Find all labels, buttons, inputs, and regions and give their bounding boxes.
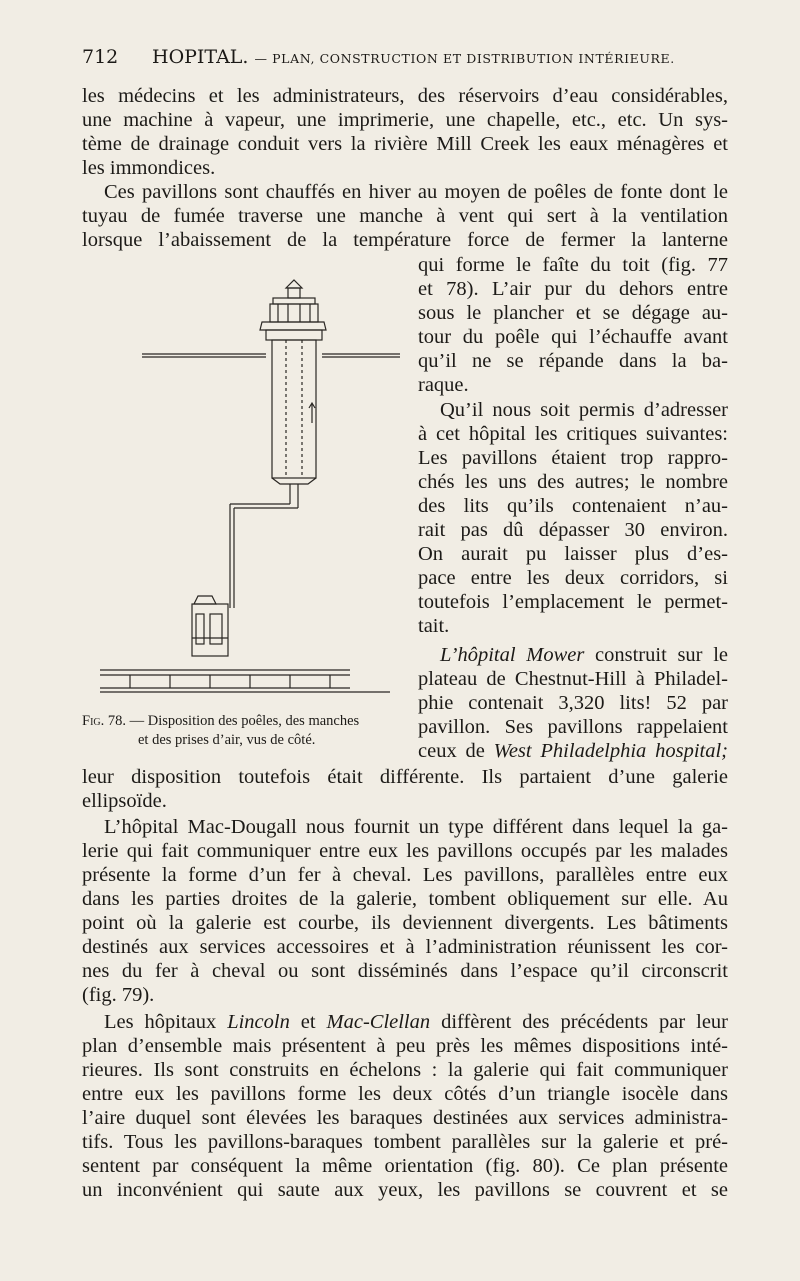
text-line: (fig. 79). (82, 984, 155, 1006)
column-line: phie contenait 3,320 lits! 52 par (418, 692, 728, 714)
text-line: Les hôpitaux Lincoln et Mac-Clellan diffèrent des précédents par leur (104, 1011, 729, 1033)
column-line: tour du poêle qui l’échauffe avant (418, 326, 728, 348)
text-line: tuyau de fumée traverse une manche à vent qui sert à la ventilation (82, 205, 728, 227)
text-line: plan d’ensemble mais présentent à peu près les mêmes dispositions inté- (82, 1035, 728, 1057)
text-line: une machine à vapeur, une imprimerie, une chapelle, etc., etc. Un sys- (82, 109, 728, 131)
column-line: toutefois l’emplacement le permet- (418, 591, 728, 613)
text-line: un inconvénient qui saute aux yeux, les pavillons se couvrent et se (82, 1179, 728, 1201)
text-line: entre eux les pavillons forme les deux côtés d’un triangle isocèle dans (82, 1083, 728, 1105)
text-line: les médecins et les administrateurs, des réservoirs d’eau considérables, (82, 85, 728, 107)
column-line: chés les uns des autres; le nombre (418, 471, 728, 493)
text-line: tifs. Tous les pavillons-baraques tombent parallèles sur la galerie et pré- (82, 1131, 728, 1153)
stove-diagram (90, 278, 420, 698)
column-line: L’hôpital Mower construit sur le (440, 644, 728, 666)
cap-icon (286, 280, 302, 288)
header-title: HOPITAL. (152, 46, 249, 68)
page-number: 712 (82, 46, 119, 68)
text-line: ellipsoïde. (82, 790, 167, 812)
column-line: sous le plancher et se dégage au- (418, 302, 728, 324)
column-line: Qu’il nous soit permis d’adresser (440, 399, 728, 421)
figure-caption-line-2: et des prises d’air, vus de côté. (138, 732, 316, 748)
italic-name: West Philadelphia hospital; (493, 740, 728, 762)
text-line: Ces pavillons sont chauffés en hiver au moyen de poêles de fonte dont le (104, 181, 728, 203)
text-line: dans les parties droites de la galerie, tombent obliquement sur elle. Au (82, 888, 728, 910)
figure-label: Fig. 78. (82, 713, 126, 729)
text-line: lerie qui fait communiquer entre eux les pavillons occupés par les malades (82, 840, 728, 862)
text-line: sentent par conséquent la même orientation (fig. 80). Ce plan présente (82, 1155, 728, 1177)
column-line: et 78). L’air pur du dehors entre (418, 278, 728, 300)
italic-name: L’hôpital Mower (440, 644, 585, 666)
column-line: qui forme le faîte du toit (fig. 77 (418, 254, 728, 276)
italic-name: Lincoln (227, 1011, 290, 1033)
column-line: pace entre les deux corridors, si (418, 567, 728, 589)
column-line: raque. (418, 374, 469, 396)
column-line: pavillon. Ses pavillons rappelaient (418, 716, 728, 738)
figure-caption: Fig. 78. — Disposition des poêles, des manches (82, 713, 360, 729)
column-line: On aurait pu laisser plus d’es- (418, 543, 728, 565)
column-line: rait pas dû dépasser 30 environ. (418, 519, 728, 541)
text-line: l’aire duquel sont élevées les baraques destinées aux services administra- (82, 1107, 728, 1129)
column-line: qu’il ne se répande dans la ba- (418, 350, 728, 372)
column-line: des lits qu’ils contenaient n’au- (418, 495, 728, 517)
column-line: tait. (418, 615, 450, 637)
text-line: rieures. Ils sont construits en échelons : la galerie qui fait communiquer (82, 1059, 728, 1081)
text-line: nes du fer à cheval ou sont disséminés dans l’espace qu’il circonscrit (82, 960, 728, 982)
column-line: Les pavillons étaient trop rappro- (418, 447, 728, 469)
text-line: L’hôpital Mac-Dougall nous fournit un type différent dans lequel la ga- (104, 816, 728, 838)
column-line: à cet hôpital les critiques suivantes: (418, 423, 728, 445)
text-line: les immondices. (82, 157, 216, 179)
column-line: ceux de West Philadelphia hospital; (418, 740, 728, 762)
italic-name: Mac-Clellan (326, 1011, 431, 1033)
header-subtitle: — PLAN, CONSTRUCTION ET DISTRIBUTION INTÉRIEURE. (254, 51, 675, 66)
text-line: leur disposition toutefois était différente. Ils partaient d’une galerie (82, 766, 728, 788)
text-line: lorsque l’abaissement de la température force de fermer la lanterne (82, 229, 728, 251)
text-line: destinés aux services accessoires et à l’administration réunissent les cor- (82, 936, 728, 958)
text-line: tème de drainage conduit vers la rivière Mill Creek les eaux ménagères et (82, 133, 728, 155)
text-line: point où la galerie est courbe, ils deviennent divergents. Les bâtiments (82, 912, 728, 934)
text-line: présente la forme d’un fer à cheval. Les pavillons, parallèles entre eux (82, 864, 728, 886)
running-header (82, 46, 732, 74)
column-line: plateau de Chestnut-Hill à Philadel- (418, 668, 728, 690)
